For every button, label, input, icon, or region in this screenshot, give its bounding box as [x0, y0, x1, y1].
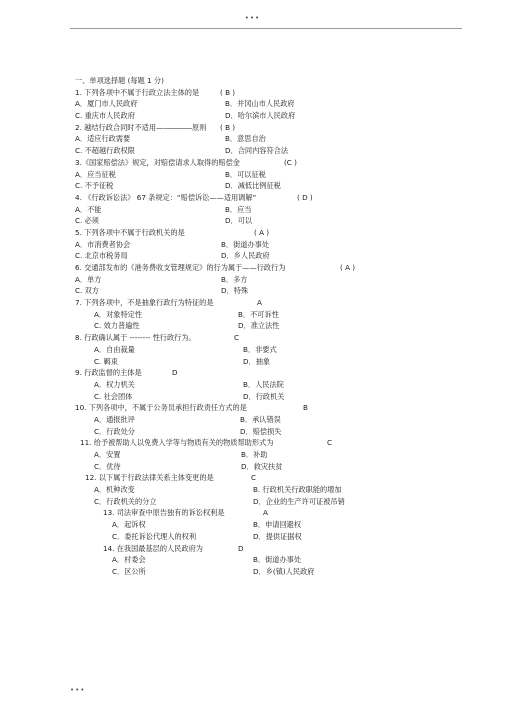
option-left: C. 社会团体	[94, 391, 133, 401]
option-row	[0, 426, 505, 438]
option-right: D．减低比例征税	[225, 181, 281, 191]
option-right: D．行政机关	[243, 391, 285, 401]
option-right: B．井冈山市人民政府	[225, 99, 295, 109]
option-right: D．企业的生产许可证被吊销	[253, 496, 345, 506]
option-right: B．补助	[241, 450, 268, 459]
question-line	[0, 472, 505, 484]
question-line	[0, 262, 505, 274]
option-right: B．非要式	[243, 344, 277, 354]
option-row	[0, 98, 505, 110]
option-left: C. 重庆市人民政府	[75, 111, 135, 121]
option-row	[0, 449, 505, 461]
option-right: D．哈尔滨市人民政府	[225, 111, 296, 121]
question-stem: 6. 交通部发布的《港务费收支管理规定》的行为属于——行政行为	[75, 263, 286, 272]
question-stem: 9. 行政监督的主体是	[75, 368, 142, 378]
question-line	[0, 192, 505, 204]
option-row	[0, 484, 505, 496]
option-row	[0, 110, 505, 122]
question-stem: 2. 越结行政合同时不适用—――――原则	[75, 122, 207, 132]
option-right: B．街道办事处	[253, 555, 302, 565]
option-right: D．准立法性	[238, 321, 280, 331]
option-right: D．乡人民政府	[221, 251, 270, 261]
option-left: C. 双方	[75, 286, 99, 296]
option-right: D．救灾扶贫	[241, 461, 283, 471]
question-stem: 3.《国家赔偿法》规定，对赔偿请求人取得的赔偿金	[75, 157, 240, 167]
option-right: D．乡(镇)人民政府	[253, 566, 315, 576]
option-left: C．行政机关的分立	[94, 496, 157, 506]
answer-mark: A	[257, 298, 262, 308]
option-right: B．不可诉性	[238, 309, 279, 319]
option-right: D．赔偿损失	[240, 426, 282, 436]
option-row	[0, 356, 505, 368]
option-left: A．对象特定性	[94, 309, 143, 319]
option-right: B．应当	[225, 204, 252, 214]
option-row	[0, 531, 505, 543]
option-right: D．抽象	[243, 356, 271, 366]
option-row	[0, 519, 505, 531]
answer-mark: D	[238, 543, 244, 553]
option-left: A．市消费者协会	[75, 239, 131, 249]
option-left: A．自由裁量	[94, 344, 135, 354]
question-stem: 14. 在我国最基层的人民政府为	[103, 543, 203, 553]
option-left: A．不能	[75, 204, 102, 214]
option-row	[0, 391, 505, 403]
option-left: A．适应行政需要	[75, 134, 131, 144]
option-left: C．行政处分	[94, 426, 135, 436]
option-row	[0, 566, 505, 578]
question-stem: 8. 行政确认属于 -------- 性行政行为。	[75, 333, 196, 343]
option-right: D．可以	[225, 216, 253, 226]
question-stem: 5. 下列各项中不属于行政机关的是	[75, 227, 185, 237]
option-row	[0, 169, 505, 181]
question-line	[0, 87, 505, 99]
option-left: A．应当征税	[75, 169, 116, 179]
option-left: C. 北京市税务局	[75, 251, 128, 261]
option-right: B．多方	[221, 274, 248, 284]
question-list	[0, 75, 505, 578]
option-left: C. 效力普遍性	[94, 321, 140, 331]
question-line	[0, 227, 505, 239]
answer-mark: ( A )	[340, 263, 356, 272]
option-left: C．委托诉讼代理人的权利	[112, 531, 197, 541]
option-row	[0, 180, 505, 192]
option-right: B．可以征税	[225, 169, 266, 179]
question-stem: 13. 司法审查中原告独有的诉讼权利是	[103, 508, 225, 518]
option-row	[0, 250, 505, 262]
option-row	[0, 285, 505, 297]
option-right: B. 行政机关行政职能的增加	[253, 485, 342, 495]
answer-mark: ( A )	[254, 227, 270, 237]
question-line	[0, 402, 505, 414]
option-row	[0, 320, 505, 332]
option-row	[0, 239, 505, 251]
option-right: D．提供证据权	[253, 531, 302, 541]
option-left: A．安置	[94, 450, 121, 459]
footer-mark: •••	[70, 686, 86, 694]
question-line	[0, 367, 505, 379]
option-right: D．合同内容符合法	[225, 146, 289, 156]
option-row	[0, 461, 505, 473]
option-right: B．人民法院	[243, 379, 284, 389]
option-left: A．起诉权	[112, 520, 146, 530]
option-left: A．村委会	[112, 555, 146, 565]
option-row	[0, 309, 505, 321]
answer-mark: A	[263, 508, 268, 518]
option-row	[0, 496, 505, 508]
option-row	[0, 344, 505, 356]
question-stem: 7. 下列各项中，不是抽象行政行为特征的是	[75, 298, 214, 308]
answer-mark: C	[234, 333, 240, 343]
option-row	[0, 554, 505, 566]
answer-mark: D	[172, 368, 178, 378]
option-right: B．街道办事处	[221, 239, 270, 249]
option-left: A．权力机关	[94, 379, 135, 389]
option-left: C. 不予征税	[75, 181, 114, 191]
option-right: B．承认错误	[240, 414, 281, 424]
question-line	[0, 543, 505, 555]
answer-mark: B	[303, 403, 308, 413]
option-right: D．特殊	[221, 286, 249, 296]
option-row	[0, 215, 505, 227]
section-title: 一、单项选择题 (每题 1 分)	[75, 76, 164, 85]
option-left: A．厦门市人民政府	[75, 99, 138, 109]
question-line	[0, 297, 505, 309]
question-line	[0, 122, 505, 134]
option-right: B．意思自治	[225, 134, 266, 144]
question-line	[0, 332, 505, 344]
header-mark: •••	[244, 14, 261, 22]
option-row	[0, 204, 505, 216]
answer-mark: (C )	[284, 157, 297, 167]
option-left: A．通报批评	[94, 414, 135, 424]
answer-mark: ( B )	[220, 87, 236, 97]
option-left: A．单方	[75, 274, 102, 284]
question-stem: 12. 以下属于行政法律关系主体变更的是	[85, 473, 214, 483]
section-heading	[0, 75, 505, 87]
option-row	[0, 274, 505, 286]
option-left: A．机种改变	[94, 485, 135, 495]
option-row	[0, 145, 505, 157]
question-line	[0, 507, 505, 519]
option-left: C. 不超越行政权限	[75, 146, 135, 156]
question-stem: 4. 《行政诉讼法》 67 条规定：“赔偿诉讼——适用调解”	[75, 192, 257, 202]
question-stem: 11. 给予被帮助人以免费入学等与物质有关的物质帮助形式为	[80, 438, 274, 448]
option-right: B．申请回避权	[253, 520, 302, 530]
question-line	[0, 437, 505, 449]
option-left: C．区公所	[112, 566, 146, 576]
answer-mark: C	[327, 438, 333, 448]
option-left: C. 必须	[75, 216, 99, 226]
question-line	[0, 157, 505, 169]
answer-mark: ( D )	[297, 192, 313, 202]
option-left: C. 羁束	[94, 356, 118, 366]
question-stem: 10. 下列各项中，不属于公务员承担行政责任方式的是	[75, 403, 247, 413]
option-row	[0, 414, 505, 426]
answer-mark: C	[251, 473, 257, 483]
option-row	[0, 133, 505, 145]
answer-mark: ( B )	[220, 122, 236, 132]
header-rule	[70, 28, 462, 29]
option-row	[0, 379, 505, 391]
option-left: C．优待	[94, 461, 121, 471]
question-stem: 1. 下列各项中不属于行政立法主体的是	[75, 87, 200, 97]
